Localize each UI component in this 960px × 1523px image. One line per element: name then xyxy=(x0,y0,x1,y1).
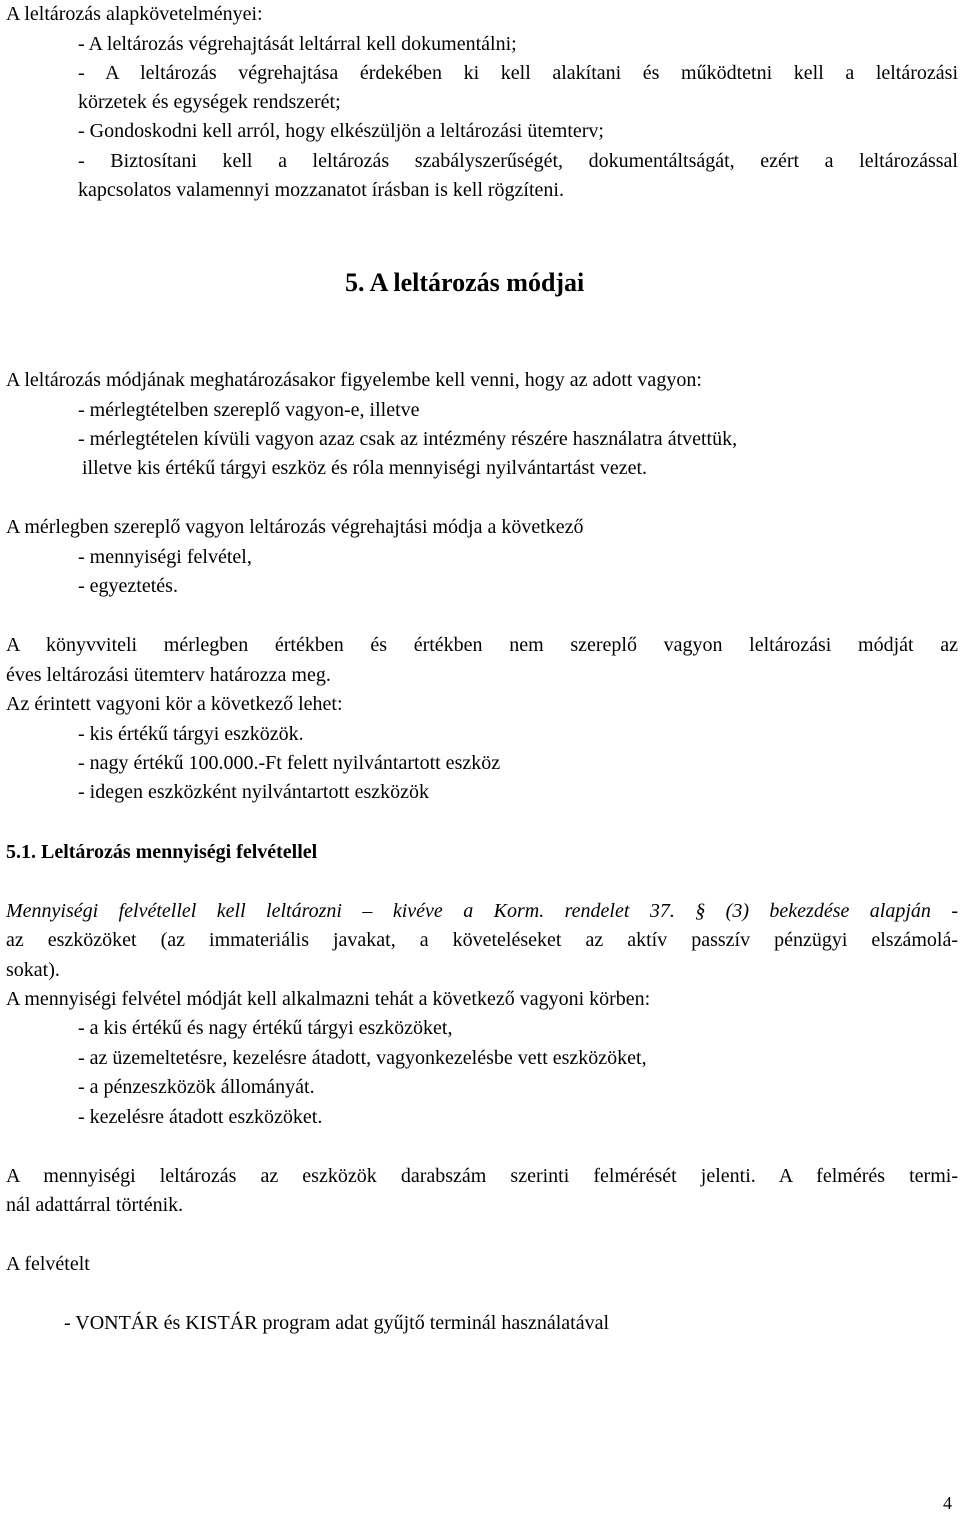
paragraph: A mennyiségi leltározás az eszközök darabszám szerinti felmérését jelenti. A felmérés termi- xyxy=(6,1165,958,1187)
list-item: - a pénzeszközök állományát. xyxy=(78,1076,315,1098)
list-item: - kis értékű tárgyi eszközök. xyxy=(78,723,304,745)
list-item: - mérlegtételen kívüli vagyon azaz csak az intézmény részére használatra átvettük, xyxy=(78,428,738,450)
paragraph: A felvételt xyxy=(6,1253,90,1275)
list-item: - a kis értékű és nagy értékű tárgyi eszközöket, xyxy=(78,1017,453,1039)
list-item: - VONTÁR és KISTÁR program adat gyűjtő terminál használatával xyxy=(64,1312,610,1334)
section-5-1-title: 5.1. Leltározás mennyiségi felvétellel xyxy=(6,841,318,863)
list-item: - az üzemeltetésre, kezelésre átadott, vagyonkezelésbe vett eszközöket, xyxy=(78,1047,647,1069)
list-item: - mérlegtételben szereplő vagyon-e, illetve xyxy=(78,399,420,421)
paragraph: nál adattárral történik. xyxy=(6,1194,184,1216)
list-item: körzetek és egységek rendszerét; xyxy=(78,91,341,113)
list-item: - Gondoskodni kell arról, hogy elkészüljön a leltározási ütemterv; xyxy=(78,120,604,142)
list-item: illetve kis értékű tárgyi eszköz és róla mennyiségi nyilvántartást vezet. xyxy=(82,457,647,479)
paragraph: A leltározás módjának meghatározásakor figyelembe kell venni, hogy az adott vagyon: xyxy=(6,369,702,391)
paragraph: Az érintett vagyoni kör a következő lehet: xyxy=(6,693,343,715)
paragraph: A mérlegben szereplő vagyon leltározás végrehajtási módja a következő xyxy=(6,516,584,538)
paragraph: sokat). xyxy=(6,959,60,981)
list-item: - egyeztetés. xyxy=(78,575,178,597)
page-number: 4 xyxy=(943,1493,952,1513)
list-item: - nagy értékű 100.000.-Ft felett nyilvántartott eszköz xyxy=(78,752,501,774)
list-item: - Biztosítani kell a leltározás szabályszerűségét, dokumentáltságát, ezért a leltározással xyxy=(78,150,958,172)
list-item: - A leltározás végrehajtása érdekében ki kell alakítani és működtetni kell a leltározási xyxy=(78,62,958,84)
paragraph: Mennyiségi felvétellel kell leltározni – kivéve a Korm. rendelet 37. § (3) bekezdése alapján - xyxy=(6,900,958,922)
list-item: - mennyiségi felvétel, xyxy=(78,546,252,568)
paragraph: A mennyiségi felvétel módját kell alkalmazni tehát a következő vagyoni körben: xyxy=(6,988,651,1010)
list-item: kapcsolatos valamennyi mozzanatot írásban is kell rögzíteni. xyxy=(78,179,564,201)
list-item: - idegen eszközként nyilvántartott eszközök xyxy=(78,781,429,803)
list-item: - A leltározás végrehajtását leltárral kell dokumentálni; xyxy=(78,33,517,55)
section-5-title: 5. A leltározás módjai xyxy=(345,268,585,297)
paragraph: éves leltározási ütemterv határozza meg. xyxy=(6,664,331,686)
paragraph: az eszközöket (az immateriális javakat, a követeléseket az aktív passzív pénzügyi elszámolá- xyxy=(6,929,958,951)
paragraph: A könyvviteli mérlegben értékben és értékben nem szereplő vagyon leltározási módját az xyxy=(6,634,958,656)
requirements-heading: A leltározás alapkövetelményei: xyxy=(6,3,263,25)
list-item: - kezelésre átadott eszközöket. xyxy=(78,1106,323,1128)
